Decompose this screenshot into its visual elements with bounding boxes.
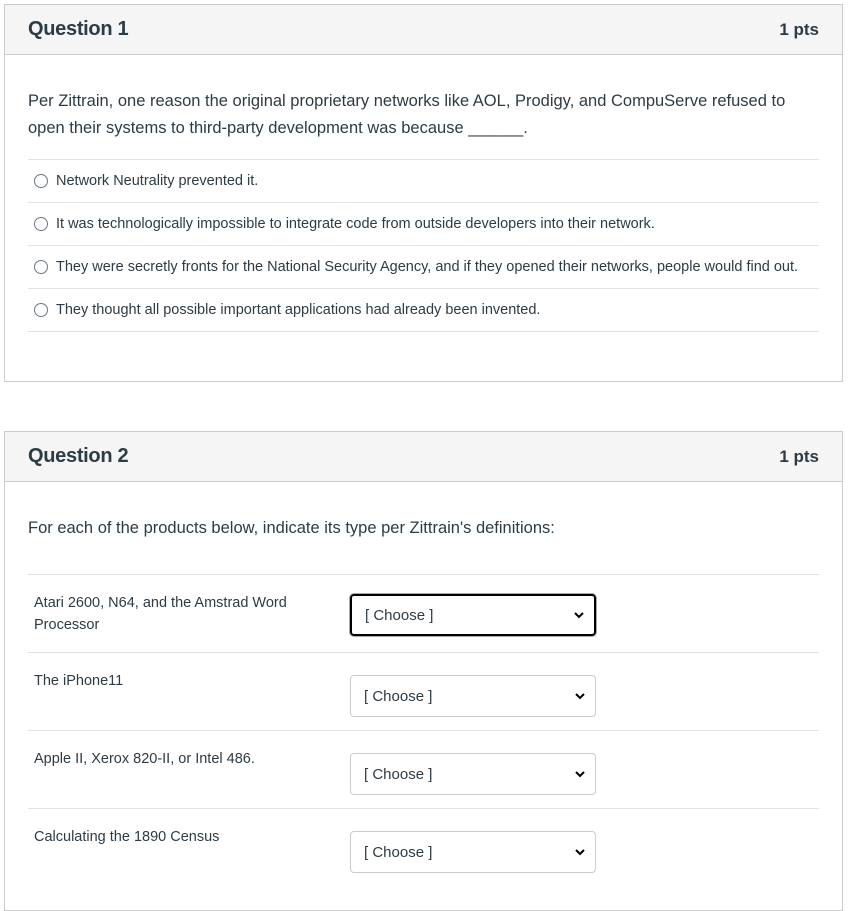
question-2 [4,431,843,911]
chevron-down-icon [574,768,586,780]
answer-label: It was technologically impossible to integrate code from outside developers into their network. [56,216,655,232]
matching-row [28,652,819,730]
answer-option[interactable] [28,245,819,288]
question-title: Question 1 [28,18,129,40]
matching-row [28,574,819,652]
radio-button[interactable] [34,217,48,231]
question-header [5,5,842,55]
choose-select[interactable] [350,753,596,795]
select-value: [ Choose ] [364,843,433,861]
select-value: [ Choose ] [364,765,433,783]
answer-list [28,159,819,332]
radio-button[interactable] [34,303,48,317]
chevron-down-icon [574,846,586,858]
question-text: For each of the products below, indicate its type per Zittrain's definitions: [28,519,555,537]
question-points: 1 pts [779,446,819,466]
chevron-down-icon [574,690,586,702]
answer-option[interactable] [28,202,819,245]
chevron-down-icon [573,609,585,621]
answer-label: Network Neutrality prevented it. [56,173,259,189]
choose-select[interactable] [350,831,596,873]
answer-option[interactable] [28,159,819,202]
choose-select[interactable] [350,675,596,717]
radio-button[interactable] [34,260,48,274]
question-text: Per Zittrain, one reason the original proprietary networks like AOL, Prodigy, and CompuServe refused to open their systems to third-party development was because ______. [28,92,786,137]
question-title: Question 2 [28,445,129,467]
question-1 [4,4,843,382]
select-value: [ Choose ] [364,687,433,705]
matching-row [28,808,819,886]
matching-label: The iPhone11 [34,673,124,689]
answer-option[interactable] [28,288,819,332]
question-header [5,432,842,482]
matching-label: Atari 2600, N64, and the Amstrad Word Processor [34,595,287,633]
answer-label: They were secretly fronts for the National Security Agency, and if they opened their networks, people would find out. [56,259,799,275]
question-points: 1 pts [779,19,819,39]
choose-select[interactable] [350,594,596,636]
matching-list [28,574,819,886]
matching-label: Apple II, Xerox 820-II, or Intel 486. [34,751,255,767]
matching-label: Calculating the 1890 Census [34,829,220,845]
answer-label: They thought all possible important applications had already been invented. [56,302,541,318]
radio-button[interactable] [34,174,48,188]
matching-row [28,730,819,808]
select-value: [ Choose ] [365,606,434,624]
